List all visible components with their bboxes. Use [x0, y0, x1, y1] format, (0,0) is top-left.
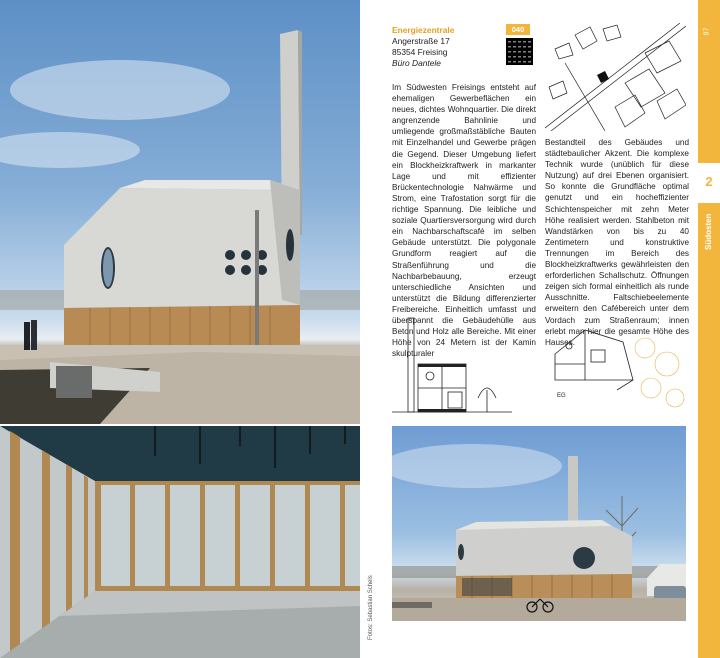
- entry-number-badge: 040: [506, 24, 530, 35]
- site-map: [545, 23, 686, 131]
- body-text-column-1: Im Südwesten Freisings entsteht auf ehemaligen Gewerbeflächen ein neues, dichtes Wohnquartier. Die direkt angrenzende Bahnlinie und umliegende großmaßstäbliche Bauten mit Einzelhandel und Gewerbe prägen die Gegend. Dieser Umgebung liefert ein Blockheizkraftwerk in markanter Lage und mit effizienter Brückentechnologie Nahwärme und Strom, eine Trafostation sorgt für die richtige Spannung. Die leibliche und soziale Quartiersversorgung wird durch ein Nachbarschaftscafé im selben Gebäude unterstützt. Die polygonale Grundform reagiert auf die Straßenführung und die Nachbarbebauung, erzeugt unterschiedliche Ansichten und unterstützt die Bildung differenzierter Freibereiche. Einheitlich umfasst und überspannt die Gebäudehülle aus Beton und Holz alle Bereiche. Mit einer Höhe von 24 Metern ist der Kamin skulpturaler: [392, 83, 536, 359]
- floor-plan: [545, 324, 686, 416]
- exterior-photo: [0, 0, 360, 424]
- chapter-tab: [698, 163, 720, 203]
- photo-credit: Fotos: Sebastian Schels: [368, 575, 374, 640]
- region-label: Südosten: [704, 213, 713, 250]
- page-number: 97: [703, 27, 711, 36]
- qr-code: [506, 38, 533, 65]
- building-photo-drawing: [392, 426, 686, 621]
- entry-city: 85354 Freising: [392, 47, 448, 57]
- entry-street: Angerstraße 17: [392, 36, 450, 46]
- interior-photo: [0, 426, 360, 658]
- interior-photo-drawing: [0, 426, 360, 658]
- chapter-number: 2: [705, 174, 713, 189]
- exterior-photo-drawing: [0, 0, 360, 424]
- entry-architect: Büro Dantele: [392, 58, 441, 68]
- entry-info: [392, 25, 454, 69]
- plan-label: EG: [557, 393, 566, 399]
- chapter-sidebar: [698, 0, 720, 658]
- body-text-column-2: Bestandteil des Gebäudes und städtebaulicher Akzent. Die komplexe Technik wurde (unüblich für diese Nutzung) auf drei Ebenen organisiert. So konnte die Grundfläche optimal genutzt und ein hocheffizienter Schichtenspeicher mit zehn Meter Höhe realisiert werden. Stahlbeton mit Wandstärken von bis zu 40 Zentimetern und konstruktive Trennungen im Bereich des Blockheizkraftwerks gewährleisten den erforderlichen Schallschutz. Öffnungen zeigen sich formal einheitlich als runde Ausschnitte. Faltschiebeelemente erweitern den Cafébereich unter dem Vordach zum Straßenraum; innen erlebt man hier die gesamte Höhe des Hauses.: [545, 138, 689, 347]
- building-photo: [392, 426, 686, 621]
- section-drawing: [392, 316, 532, 416]
- entry-title: Energiezentrale: [392, 25, 455, 35]
